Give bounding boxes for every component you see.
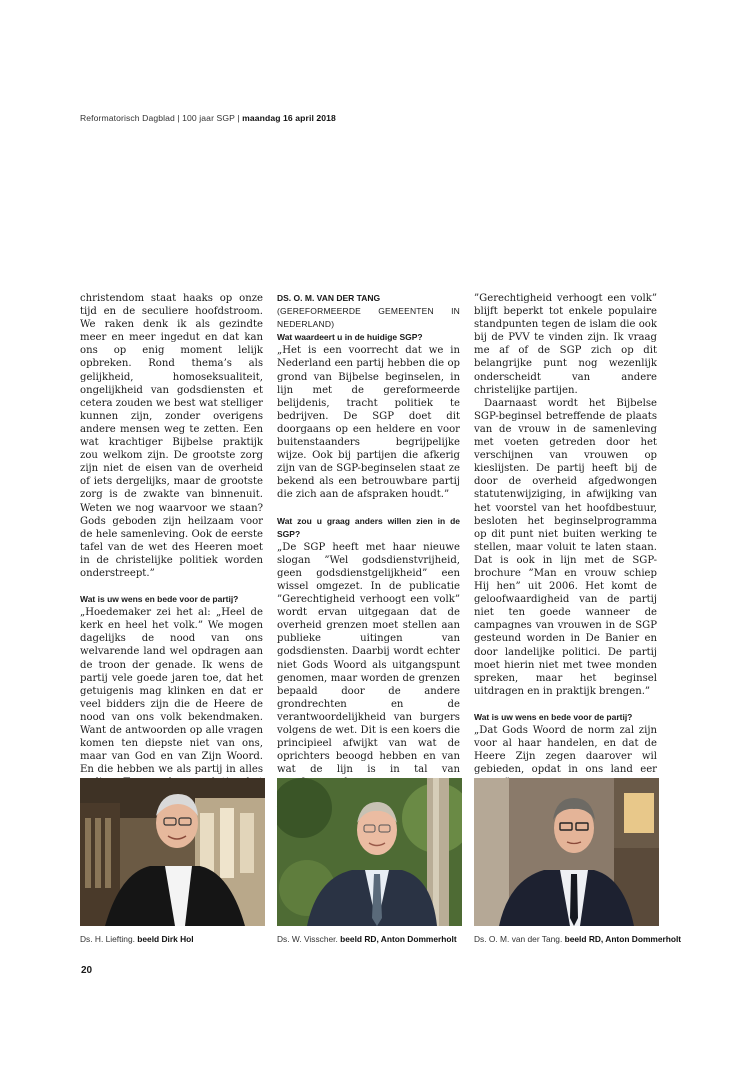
- caption-3-name: Ds. O. M. van der Tang.: [474, 934, 563, 944]
- article-column-3: [474, 292, 657, 789]
- col3-question: Wat is uw wens en bede voor de partij?: [474, 711, 633, 722]
- col3-paragraph-2: Daarnaast wordt het Bijbelse SGP-beginsel betreffende de plaats van de vrouw in de samenleving met voeten getreden door het verschijnen van vrouwen op kieslijsten. De partij heeft bij de door de overheid afgedwongen statutenwijziging, in afwijking van het voorstel van het hoofdbestuur, besloten het beginselprogramma op dit punt niet buiten werking te stellen, maar voluit te laten staan. Dat is ook in lijn met de SGP-brochure ”Man en vrouw schiep Hij hen” uit 2006. Het komt de geloofwaardigheid van de partij niet ten goede wanneer de campagnes van vrouwen in de SGP gesteund worden in De Banier en door landelijke politici. De partij moet hierin niet met twee monden spreken, maar het beginsel uitdragen en in praktijk brengen.”: [474, 397, 657, 697]
- article-column-2: [277, 292, 460, 816]
- col1-paragraph-2: „Hoedemaker zei het al: „Heel de kerk en heel het volk.” We mogen dagelijks de nood van ons welvarende land wel opdragen aan de troon der genade. Ik wens de partij vele goede jaren toe, dat het getuigenis mag klinken en dat er veel bidders zijn die de Heere de nood van ons volk bekendmaken. Want de antwoorden op alle vragen komen ten diepste niet van ons, maar van God en van Zijn Woord. En die hebben we als partij in alles: [80, 607, 263, 776]
- col3-paragraph-1: ”Gerechtigheid verhoogt een volk” blijft beperkt tot enkele populaire standpunten tegen de islam die ook bij de PVV te vinden zijn. Ik vraag me af of de SGP zich op dit belangrijke punt nog wezenlijk onderscheidt van andere christelijke partijen.: [474, 293, 657, 396]
- caption-1-name: Ds. H. Liefting.: [80, 934, 135, 944]
- col2-question-1: Wat waardeert u in de huidige SGP?: [277, 332, 423, 343]
- header-publication: Reformatorisch Dagblad | 100 jaar SGP |: [80, 113, 243, 123]
- caption-photo-3: [474, 934, 681, 944]
- running-header: [80, 113, 336, 123]
- caption-2-name: Ds. W. Visscher.: [277, 934, 338, 944]
- caption-1-credit: beeld Dirk Hol: [137, 934, 194, 944]
- col3-paragraph-3: „Dat Gods Woord de norm zal zijn voor al haar handelen, en dat de Heere Zijn zegen daarover wil gebieden, opdat in ons land eer: [474, 725, 657, 776]
- caption-2-credit: beeld RD, Anton Dommerholt: [340, 934, 457, 944]
- caption-3-credit: beeld RD, Anton Dommerholt: [564, 934, 682, 944]
- header-date: maandag 16 april 2018: [242, 113, 336, 123]
- caption-photo-2: [277, 934, 457, 944]
- page-number: 20: [81, 965, 93, 976]
- caption-photo-1: [80, 934, 194, 944]
- photo-visscher: [277, 778, 462, 926]
- article-column-1: [80, 292, 263, 803]
- col2-paragraph-1: „Het is een voorrecht dat we in Nederland een partij hebben die op grond van Bijbelse beginselen, in lijn met de gereformeerde belijdenis, tracht politiek te bedrijven. De SGP doet dit doorgaans op een heldere en voor buitenstaanders begrijpelijke wijze. Ook bij partijen die afkerig zijn van de SGP-beginselen staat ze bekend als een betrouwbare partij die zich aan de afspraken houdt.”: [277, 345, 460, 501]
- interviewee-name: DS. O. M. VAN DER TANG: [277, 293, 381, 303]
- col1-question: Wat is uw wens en bede voor de partij?: [80, 594, 239, 605]
- photo-liefting: [80, 778, 265, 926]
- col2-question-2: Wat zou u graag anders willen zien in de SGP?: [277, 515, 460, 539]
- photo-van-der-tang: [474, 778, 659, 926]
- col1-paragraph-1: christendom staat haaks op onze tijd en de seculiere hoofdstroom. We raken denk ik als gezindte meer en meer ingedut en dat kan ons op enig moment lelijk opbreken. Rond thema’s als gelijkheid, homoseksualiteit, ongelijkheid van godsdiensten et cetera zouden we best wat stelliger kunnen zijn, zonder overigens andere mensen weg te zetten. Een wat krachtiger Bijbelse praktijk zou welkom zijn. De grootste zorg zijn niet de eisen van de overheid of iets dergelijks, maar de grootste zorg is de zwakte van binnenuit. Weten we nog waarvoor we staan? Gods geboden zijn heilzaam voor de hele samenleving. Ook de eerste tafel van de wet des Heeren moet in de christelijke politiek worden onderstreept.”: [80, 293, 263, 579]
- col2-paragraph-2: „De SGP heeft met haar nieuwe slogan ”Wel godsdienstvrijheid, geen godsdienstgelijkheid” een wissel omgezet. In de publicatie ”Gerechtigheid verhoogt een volk” wordt ervan uitgegaan dat de overheid grenzen moet stellen aan publieke uitingen van godsdiensten. Daarbij wordt echter niet Gods Woord als uitgangspunt genomen, maar worden de grenzen bepaald door de andere grondrechten en de verantwoordelijkheid van burgers volgens de wet. Dit is een koers die principieel afwijkt van wat de oprichters beoogd hebben en van wat de lijn is in tal van: [277, 541, 460, 776]
- interviewee-church: (GEREFORMEERDE GEMEENTEN IN NEDERLAND): [277, 306, 460, 330]
